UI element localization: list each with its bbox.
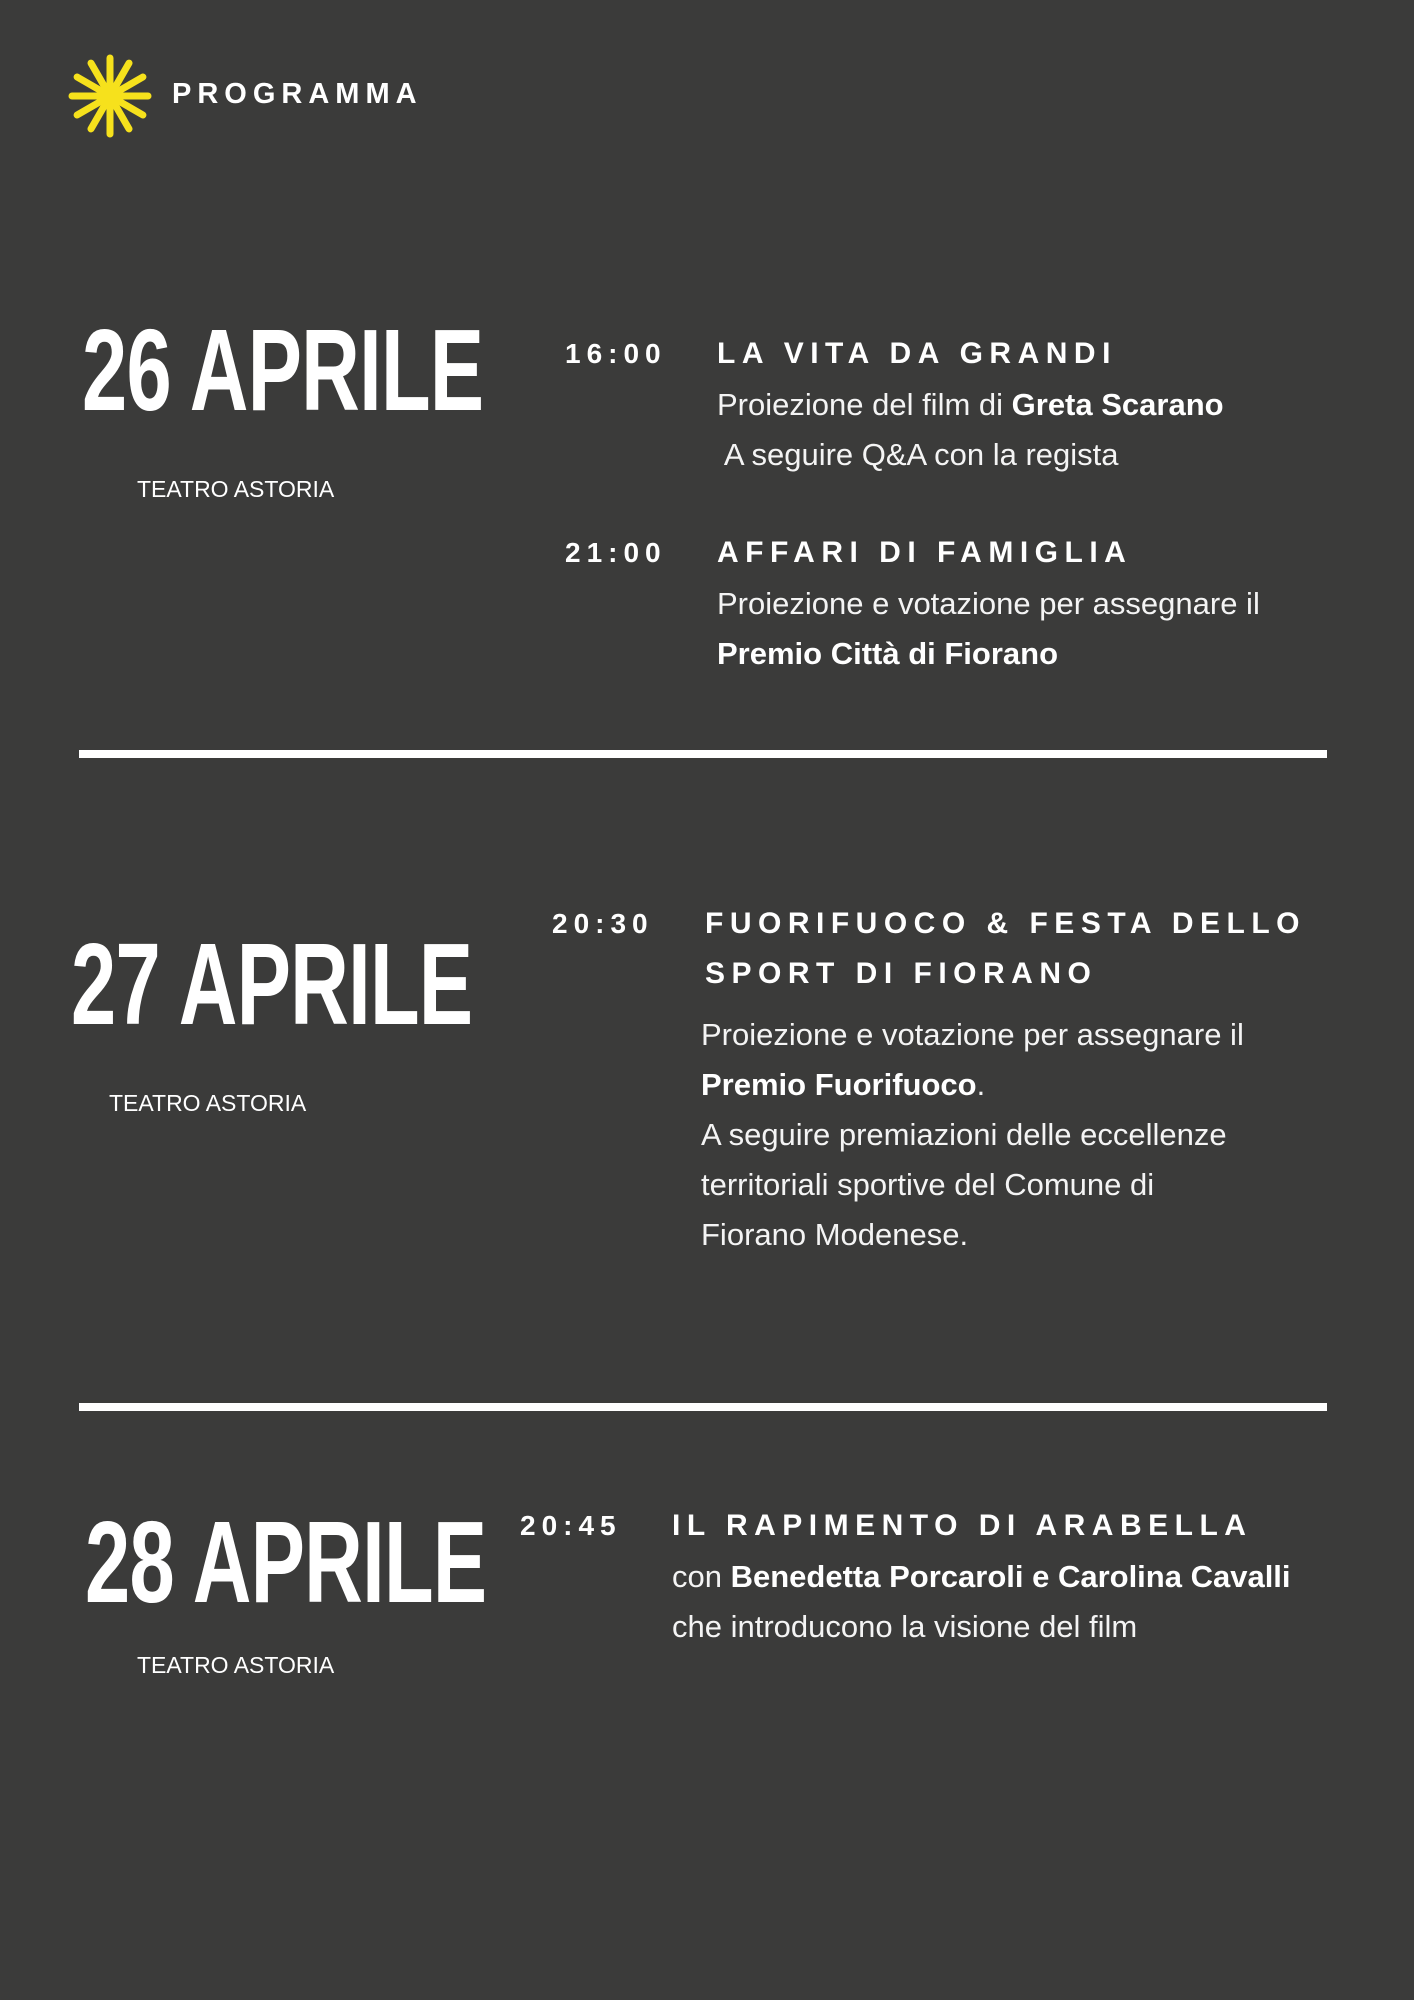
desc-bold: Greta Scarano [1011, 387, 1224, 422]
desc-text: Proiezione e votazione per assegnare il [717, 586, 1260, 621]
event-description [717, 380, 1224, 480]
desc-text: che introducono la visione del film [672, 1609, 1138, 1644]
event-time: 20:30 [552, 908, 654, 939]
event-title: AFFARI DI FAMIGLIA [717, 536, 1133, 569]
sunburst-icon [68, 54, 152, 138]
desc-text: territoriali sportive del Comune di [701, 1167, 1155, 1202]
day-date: 26 APRILE [82, 305, 484, 435]
desc-text: Proiezione del film di [717, 387, 1012, 422]
event-title: IL RAPIMENTO DI ARABELLA [672, 1509, 1253, 1542]
event-time: 16:00 [565, 338, 667, 369]
desc-text: Fiorano Modenese. [701, 1217, 969, 1252]
event-time: 20:45 [520, 1510, 622, 1541]
day-date: 28 APRILE [85, 1497, 487, 1627]
desc-text: A seguire Q&A con la regista [717, 437, 1119, 472]
event-title [705, 899, 1306, 999]
section-divider [79, 750, 1327, 758]
day-date: 27 APRILE [71, 919, 473, 1049]
desc-bold: Premio Città di Fiorano [717, 636, 1059, 671]
desc-bold: Benedetta Porcaroli e Carolina Cavalli [730, 1559, 1291, 1594]
event-description [672, 1552, 1291, 1652]
desc-bold: Premio Fuorifuoco [701, 1067, 977, 1102]
desc-text: con [672, 1559, 731, 1594]
page-title: PROGRAMMA [172, 78, 423, 110]
desc-text: Proiezione e votazione per assegnare il [701, 1017, 1244, 1052]
venue-label: TEATRO ASTORIA [137, 1652, 335, 1678]
title-line: FUORIFUOCO & FESTA DELLO [705, 907, 1306, 940]
event-description [717, 579, 1260, 679]
venue-label: TEATRO ASTORIA [109, 1090, 307, 1116]
title-line: SPORT DI FIORANO [705, 957, 1098, 990]
event-description [701, 1010, 1244, 1260]
desc-text: A seguire premiazioni delle eccellenze [701, 1117, 1227, 1152]
desc-text: . [976, 1067, 986, 1102]
event-time: 21:00 [565, 537, 667, 568]
event-title: LA VITA DA GRANDI [717, 337, 1117, 370]
section-divider [79, 1403, 1327, 1411]
venue-label: TEATRO ASTORIA [137, 476, 335, 502]
